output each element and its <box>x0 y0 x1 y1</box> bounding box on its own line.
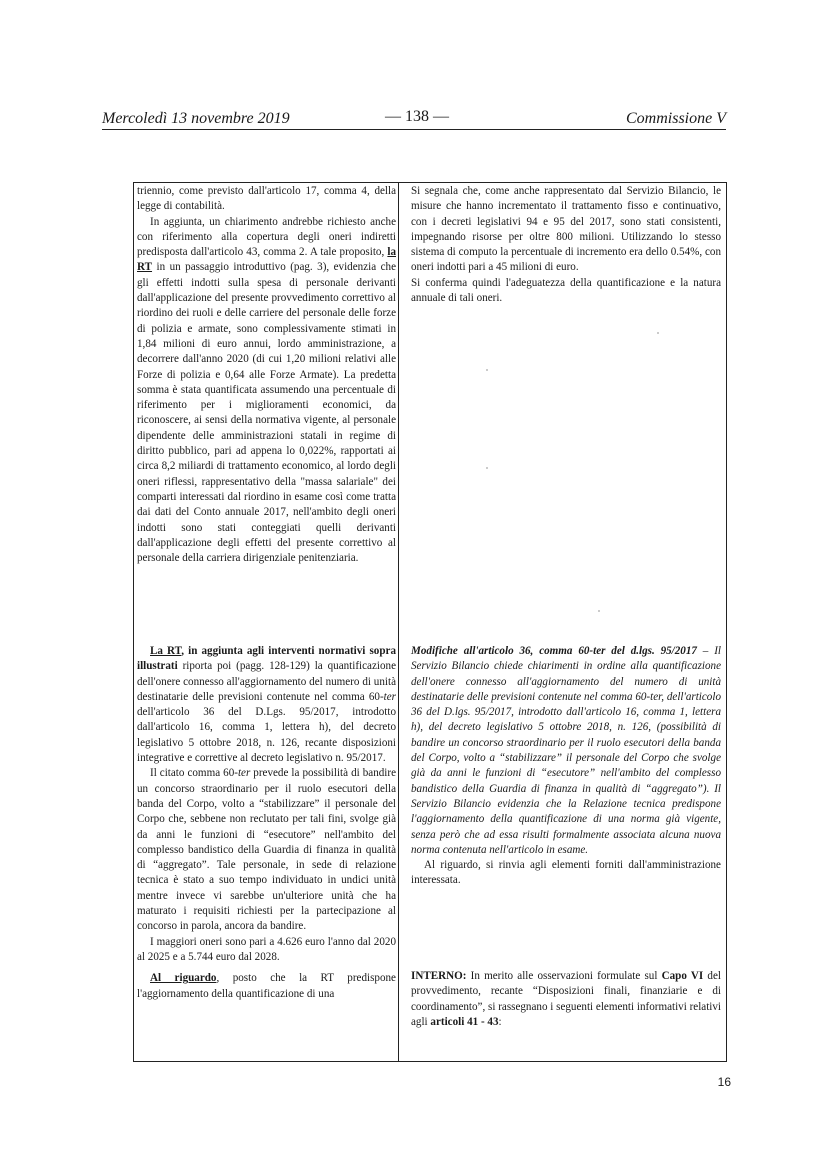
rt-reference-2: La RT <box>150 645 182 657</box>
left-paragraph-3: La RT, in aggiunta agli interventi normativi sopra illustrati riporta poi (pagg. 128-129) la quantificazione dell'onere connesso all'aggiornamento del numero di unità destinatarie delle previsioni contenute nel comma 60-ter dell'articolo 36 del D.Lgs. 95/2017, introdotto dall'articolo 16, comma 1, lettera h), del decreto legislativo 5 ottobre 2018, n. 126, recante disposizioni integrative e correttive al decreto legislativo n. 95/2017. <box>137 645 396 765</box>
left-paragraph-1: triennio, come previsto dall'articolo 17, comma 4, della legge di contabilità. <box>137 185 396 213</box>
header-rule <box>102 129 726 130</box>
left-paragraph-4: Il citato comma 60-ter prevede la possibilità di bandire un concorso straordinario per il ruolo esecutori della banda del Corpo, volto a “stabilizzare” il personale del Corpo che, sebbene non reclutato per tali fini, svolge già da anni le funzioni di “esecutore” nell'ambito del complesso bandistico della Guardia di finanza in qualità di “aggregato”. Tale personale, in sede di relazione tecnica è stato a suo tempo individuato in undici unità mentre invece vi sarebbe un'ulteriore unità che ha maturato i requisiti richiesti per la partecipazione al concorso in parola, ancora da bandire. <box>137 767 396 933</box>
left-paragraph-5: I maggiori oneri sono pari a 4.626 euro l'anno dal 2020 al 2025 e a 5.744 euro dal 2028. <box>137 935 396 963</box>
right-cell-interno <box>411 969 721 1030</box>
right-paragraph-4: Al riguardo, si rinvia agli elementi forniti dall'amministrazione interessata. <box>411 859 721 887</box>
right-cell-top <box>411 184 721 306</box>
scan-speck <box>598 610 600 612</box>
right-paragraph-5: INTERNO: In merito alle osservazioni formulate sul Capo VI del provvedimento, recante “Disposizioni finali, finanziarie e di coordinamento”, si rassegnano i seguenti elementi informativi relativi agli articoli 41 - 43: <box>411 970 721 1028</box>
right-paragraph-1: Si segnala che, come anche rappresentato dal Servizio Bilancio, le misure che hanno incrementato il trattamento fisso e continuativo, con i decreti legislativi 94 e 95 del 2017, sono stati consistenti, impegnando risorse per oltre 800 milioni. Utilizzando lo stesso sistema di computo la percentuale di incremento era dello 0.54%, con oneri indotti pari a 45 milioni di euro. <box>411 185 721 274</box>
column-separator <box>398 182 399 1062</box>
right-paragraph-2: Si conferma quindi l'adeguatezza della quantificazione e la natura annuale di tali oneri. <box>411 276 721 305</box>
scan-speck <box>486 467 488 469</box>
scan-speck <box>657 332 659 334</box>
rt-reference: la RT <box>137 246 396 274</box>
header-date: Mercoledì 13 novembre 2019 <box>102 110 290 127</box>
scan-speck <box>486 369 488 371</box>
right-cell-bottom <box>411 644 721 889</box>
header-commission: Commissione V <box>626 110 726 127</box>
left-paragraph-6: Al riguardo, posto che la RT predispone l'aggiornamento della quantificazione di una <box>137 972 396 1000</box>
left-paragraph-2: In aggiunta, un chiarimento andrebbe richiesto anche con riferimento alla copertura degli oneri indiretti predisposta dall'articolo 43, comma 2. A tale proposito, la RT in un passaggio introduttivo (pag. 3), evidenzia che gli effetti indotti sulla spesa di personale derivanti dall'applicazione del presente provvedimento correttivo al riordino dei ruoli e delle carriere del personale delle forze di polizia e armate, sono complessivamente stimati in 1,84 milioni di euro annui, lordo amministrazione, a decorrere dall'anno 2020 (di cui 1,20 milioni relativi alle Forze di polizia e 0,64 alle Forze Armate). La predetta somma è stata quantificata assumendo una percentuale di riferimento per i miglioramenti economici, da riconoscere, ai sensi della normativa vigente, al personale dipendente delle amministrazioni statali in regime di diritto pubblico, pari ad appena lo 0,022%, rapportati ai circa 8,2 miliardi di trattamento economico, al lordo degli oneri riflessi, rappresentativo della "massa salariale" dei comparti interessati dal riordino in esame così come tratta dai dati del Conto annuale 2017, nell'ambito degli oneri indotti sono stati conteggiati quelli derivanti dall'applicazione degli effetti del presente correttivo al personale della carriera dirigenziale penitenziaria. <box>137 215 396 565</box>
right-paragraph-3: Modifiche all'articolo 36, comma 60-ter del d.lgs. 95/2017 – Il Servizio Bilancio chiede chiarimenti in ordine alla quantificazione dell'onere connesso all'aggiornamento del numero di unità destinatarie delle previsioni contenute nel comma 60-ter, dell'articolo 36 del D.lgs. 95/2017, introdotto dall'articolo 16, comma 1, lettera h), del decreto legislativo 5 ottobre 2018, n. 126, (possibilità di bandire un concorso straordinario per il ruolo esecutori della banda del Corpo, volto a “stabilizzare” il personale del Corpo che svolge già da anni le funzioni di “esecutore” nell'ambito del complesso bandistico della Guardia di finanza in qualità di “aggregato”). Il Servizio Bilancio evidenzia che la Relazione tecnica predispone l'aggiornamento della quantificazione di una norma già vigente, senza però che ad essa risulti formalmente associata alcuna nuova norma contenuta nell'articolo in esame. <box>411 645 721 856</box>
header-page-number: — 138 — <box>385 108 449 125</box>
left-cell-bottom <box>137 644 396 1002</box>
left-cell-top <box>137 184 396 566</box>
page-number: 16 <box>717 1075 731 1089</box>
